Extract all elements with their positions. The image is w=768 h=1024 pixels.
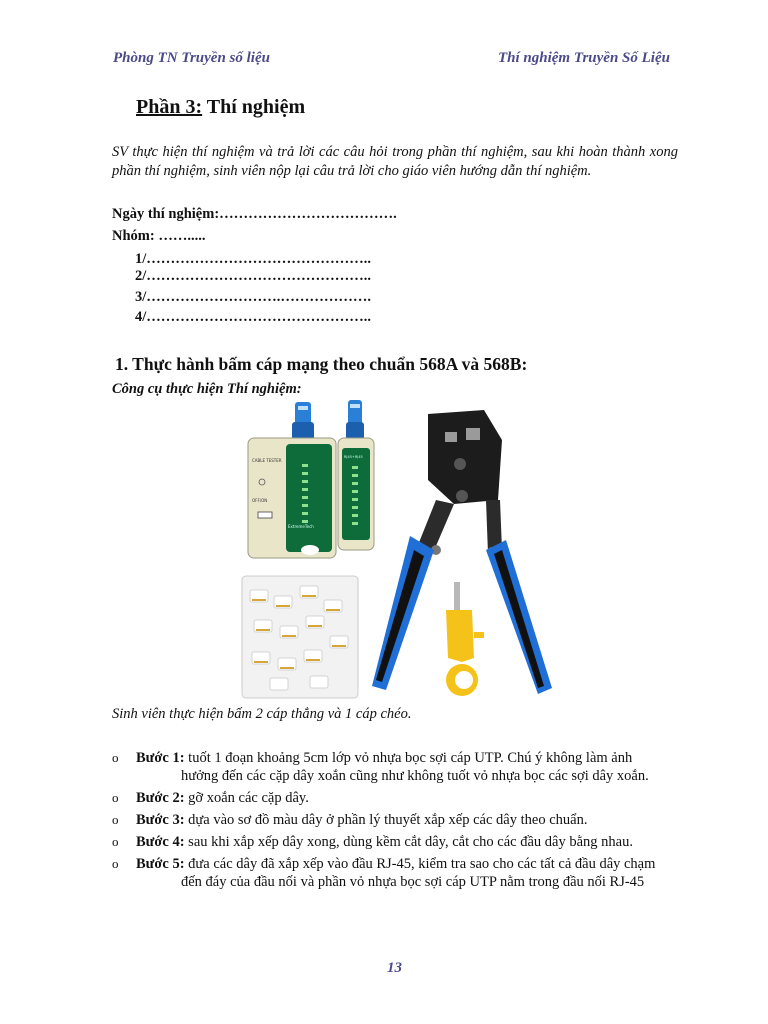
cable-tester-illustration xyxy=(248,400,374,558)
intro-paragraph: SV thực hiện thí nghiệm và trả lời các câu hỏi trong phần thí nghiệm, sau khi hoàn thành xong phần thí nghiệm, sinh viên nộp lại câu trả lời cho giáo viên hướng dẫn thí nghiệm. xyxy=(112,144,678,179)
step-text: đưa các dây đã xắp xếp vào đầu RJ-45, kiểm tra sao cho các tất cả đầu dây chạm xyxy=(184,856,656,872)
tester-switch-label: OFF/ON xyxy=(252,498,268,503)
step-label: Bước 4: xyxy=(136,834,185,850)
bullet-icon: o xyxy=(112,812,119,827)
bullet-icon: o xyxy=(112,790,119,805)
step-label: Bước 5: xyxy=(136,856,185,872)
step-5 xyxy=(112,855,682,891)
tools-label: Công cụ thực hiện Thí nghiệm: xyxy=(112,381,302,397)
member-line-4: 4/……………………………………….. xyxy=(135,309,372,325)
equipment-figure xyxy=(240,400,558,700)
step-label: Bước 2: xyxy=(136,790,185,806)
step-label: Bước 1: xyxy=(136,750,185,766)
part-title-text: Thí nghiệm xyxy=(202,96,306,118)
section-title: 1. Thực hành bấm cáp mạng theo chuẩn 568A và 568B: xyxy=(115,354,528,374)
date-field: Ngày thí nghiệm:………………………………. xyxy=(112,206,397,222)
part-label: Phần 3: xyxy=(136,96,203,118)
step-text: tuốt 1 đoạn khoảng 5cm lớp vỏ nhựa bọc sợi cáp UTP. Chú ý không làm ảnh xyxy=(184,750,633,766)
step-continuation: hưởng đến các cặp dây xoắn cũng như không tuốt vỏ nhựa bọc các sợi dây xoắn. xyxy=(181,768,649,784)
rj45-connector-bag-illustration xyxy=(242,576,358,698)
bullet-icon: o xyxy=(112,856,119,871)
member-line-1: 1/……………………………………….. xyxy=(135,251,372,267)
step-2 xyxy=(112,789,682,807)
member-line-2: 2/……………………………………….. xyxy=(135,268,372,284)
tester-label: CABLE TESTER xyxy=(252,458,282,463)
figure-caption: Sinh viên thực hiện bấm 2 cáp thẳng và 1 cáp chéo. xyxy=(112,706,412,722)
remote-label: RJ45+RJ45 xyxy=(344,455,363,459)
tester-brand: ExtremeTech xyxy=(288,524,314,529)
bullet-icon: o xyxy=(112,834,119,849)
group-field: Nhóm: ……..... xyxy=(112,228,206,244)
member-line-3: 3/……………………….………………. xyxy=(135,289,372,305)
step-text: sau khi xắp xếp dây xong, dùng kềm cắt dây, cắt cho các đầu dây bằng nhau. xyxy=(184,834,633,850)
step-text: dựa vào sơ đồ màu dây ở phần lý thuyết xắp xếp các dây theo chuẩn. xyxy=(184,812,588,828)
step-text: gỡ xoắn các cặp dây. xyxy=(184,790,309,806)
step-3 xyxy=(112,811,682,829)
step-continuation: đến đáy của đầu nối và phần vỏ nhựa bọc sợi cáp UTP nằm trong đầu nối RJ-45 xyxy=(181,874,645,890)
step-4 xyxy=(112,833,682,851)
wire-stripper-illustration xyxy=(446,582,484,696)
bullet-icon: o xyxy=(112,750,119,765)
part-title xyxy=(136,96,305,119)
step-label: Bước 3: xyxy=(136,812,185,828)
running-header-left: Phòng TN Truyền số liệu xyxy=(113,50,270,66)
step-1 xyxy=(112,749,682,785)
page-number: 13 xyxy=(387,960,402,976)
steps-list xyxy=(112,749,682,895)
running-header-right: Thí nghiệm Truyền Số Liệu xyxy=(498,50,670,66)
